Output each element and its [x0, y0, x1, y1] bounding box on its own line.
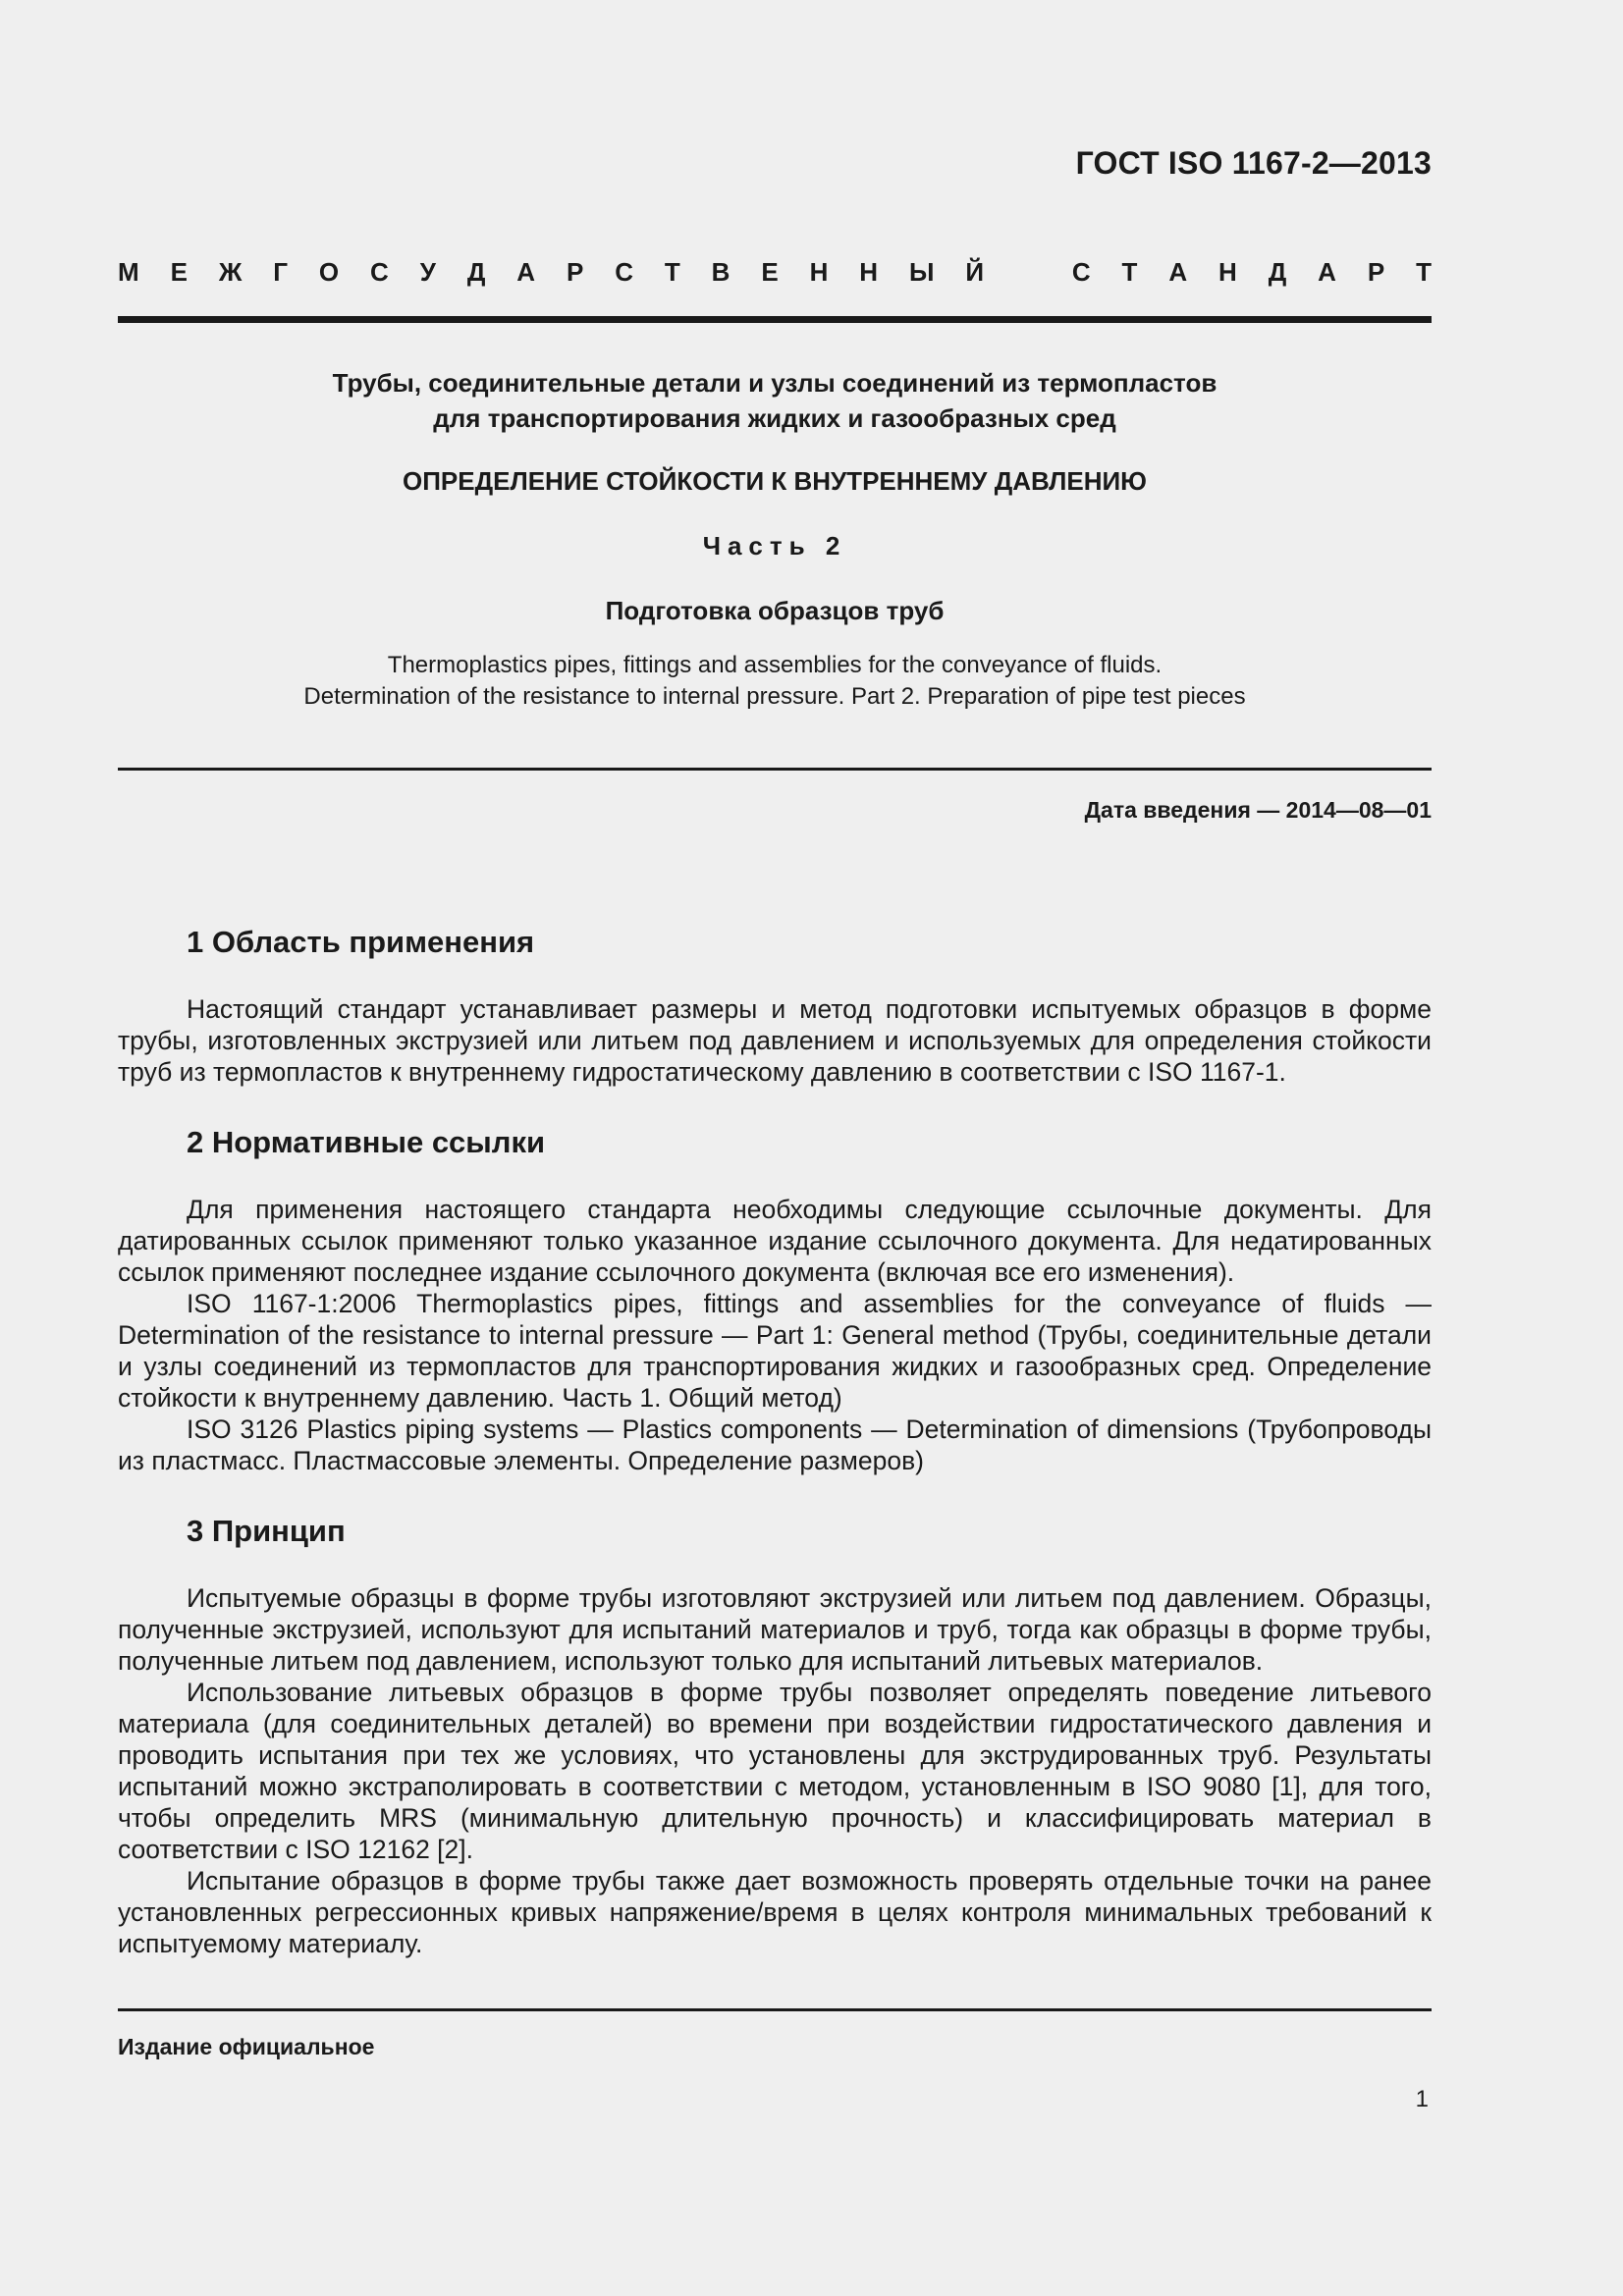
banner-letter: Т [1416, 257, 1432, 287]
section-body-principle [118, 1582, 1432, 1959]
banner-letter: Н [859, 257, 879, 287]
standard-type-banner [118, 257, 1432, 288]
banner-letter: Е [761, 257, 779, 287]
banner-letter: С [370, 257, 389, 287]
banner-letter: С [615, 257, 633, 287]
title-block [118, 365, 1432, 713]
title-divider [118, 768, 1432, 771]
banner-letter: Д [1268, 257, 1287, 287]
document-subtitle: ОПРЕДЕЛЕНИЕ СТОЙКОСТИ К ВНУТРЕННЕМУ ДАВЛЕНИЮ [403, 466, 1147, 496]
banner-letter: Т [1121, 257, 1138, 287]
section-heading-scope: 1 Область применения [187, 925, 535, 959]
official-edition-note: Издание официальное [118, 2034, 375, 2059]
title-line-2: для транспортирования жидких и газообразных сред [433, 403, 1116, 433]
section-body-normative-references [118, 1194, 1432, 1476]
banner-letter: Ж [218, 257, 243, 287]
banner-letter: Е [170, 257, 188, 287]
document-number: ГОСТ ISO 1167-2—2013 [1075, 145, 1432, 181]
paragraph: Для применения настоящего стандарта необходимы следующие ссылочные документы. Для датированных ссылок применяют только указанное издание ссылочного документа. Для недатированных ссылок применяют последнее издание ссылочного документа (включая все его изменения). [118, 1195, 1432, 1287]
title-line-1: Трубы, соединительные детали и узлы соединений из термопластов [332, 368, 1217, 398]
banner-letter: Р [566, 257, 584, 287]
paragraph: Использование литьевых образцов в форме трубы позволяет определять поведение литьевого материала (для соединительных деталей) во времени при воздействии гидростатического давления и проводить испытания при тех же условиях, что установлены для экструдированных труб. Результаты испытаний можно экстраполировать в соответствии с методом, установленным в ISO 9080 [1], для того, чтобы определить MRS (минимальную длительную прочность) и классифицировать материал в соответствии с ISO 12162 [2]. [118, 1678, 1432, 1864]
introduction-date: Дата введения — 2014—08—01 [1084, 797, 1432, 823]
reference-item: ISO 3126 Plastics piping systems — Plastics components — Determination of dimensions (Трубопроводы из пластмасс. Пластмассовые элементы. Определение размеров) [118, 1415, 1432, 1475]
banner-letter: Н [809, 257, 829, 287]
reference-item: ISO 1167-1:2006 Thermoplastics pipes, fittings and assemblies for the conveyance of fluids — Determination of the resistance to internal pressure — Part 1: General method (Трубы, соединительные детали и узлы соединений из термопластов для транспортирования жидких и газообразных сред. Определение стойкости к внутреннему давлению. Часть 1. Общий метод) [118, 1289, 1432, 1413]
section-heading-principle: 3 Принцип [187, 1514, 346, 1548]
english-title-line-2: Determination of the resistance to internal pressure. Part 2. Preparation of pipe test pieces [303, 683, 1246, 710]
banner-letter: М [118, 257, 139, 287]
paragraph: Испытание образцов в форме трубы также дает возможность проверять отдельные точки на ранее установленных регрессионных кривых напряжение/время в целях контроля минимальных требований к испытуемому материалу. [118, 1866, 1432, 1958]
english-title [118, 650, 1432, 713]
banner-letter: Р [1367, 257, 1385, 287]
banner-letter: Ы [908, 257, 935, 287]
banner-letter: С [1071, 257, 1091, 287]
section-heading-normative-references: 2 Нормативные ссылки [187, 1125, 546, 1159]
header-divider [118, 316, 1432, 323]
banner-letter: У [419, 257, 436, 287]
banner-letter: А [1318, 257, 1336, 287]
paragraph: Испытуемые образцы в форме трубы изготовляют экструзией или литьем под давлением. Образцы, полученные экструзией, используют для испытаний материалов и труб, тогда как образцы в форме трубы, полученные литьем под давлением, используют только для испытаний литьевых материалов. [118, 1583, 1432, 1676]
banner-letter: Г [273, 257, 288, 287]
section-body-scope [118, 993, 1432, 1088]
part-label: Часть 2 [702, 531, 847, 561]
banner-letter: В [711, 257, 730, 287]
banner-word-gap [1015, 257, 1041, 288]
banner-letter: Н [1218, 257, 1237, 287]
english-title-line-1: Thermoplastics pipes, fittings and assemblies for the conveyance of fluids. [387, 652, 1163, 678]
banner-letter: О [318, 257, 340, 287]
banner-letter: А [516, 257, 536, 287]
banner-letter: Д [466, 257, 486, 287]
footer-divider [118, 2008, 1432, 2011]
page-number: 1 [1415, 2086, 1429, 2112]
paragraph: Настоящий стандарт устанавливает размеры и метод подготовки испытуемых образцов в форме трубы, изготовленных экструзией или литьем под давлением и используемых для определения стойкости труб из термопластов к внутреннему гидростатическому давлению в соответствии с ISO 1167-1. [118, 994, 1432, 1087]
banner-letter: А [1168, 257, 1188, 287]
banner-letter: Й [965, 257, 985, 287]
banner-letter: Т [664, 257, 680, 287]
part-title: Подготовка образцов труб [605, 596, 945, 625]
